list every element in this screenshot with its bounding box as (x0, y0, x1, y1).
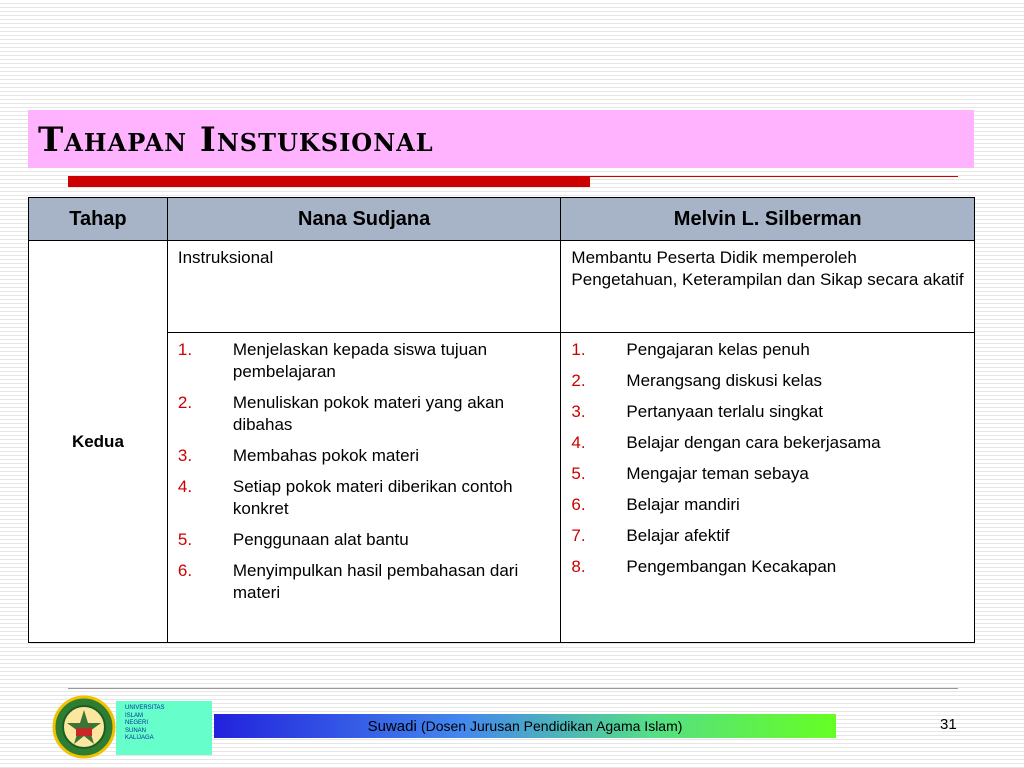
step-number: 4. (571, 433, 586, 452)
university-emblem-icon (52, 695, 116, 759)
step-text: Setiap pokok materi diberikan contoh konkret (232, 477, 513, 518)
list-item (571, 494, 964, 516)
step-number: 3. (177, 446, 193, 465)
table-row (29, 333, 975, 643)
step-text: Menuliskan pokok materi yang akan dibahas (232, 393, 505, 434)
slide-title: Tahapan Instuksional (38, 120, 434, 160)
footer-divider (68, 688, 958, 689)
list-item (178, 445, 551, 467)
title-bar (28, 110, 974, 168)
institution-line: SUNAN (125, 727, 147, 734)
step-number: 8. (571, 557, 586, 576)
step-text: Merangsang diskusi kelas (626, 371, 823, 390)
step-number: 5. (177, 530, 193, 549)
silberman-summary: Membantu Peserta Didik memperoleh Pengetahuan, Keterampilan dan Sikap secara akatif (561, 241, 975, 333)
list-item (178, 339, 551, 383)
step-number: 4. (177, 477, 193, 496)
list-item (178, 529, 551, 551)
footer-author-role: (Dosen Jurusan Pendidikan Agama Islam) (420, 718, 683, 734)
step-text: Membahas pokok materi (232, 446, 419, 465)
silberman-step-list (571, 339, 964, 578)
list-item (571, 463, 964, 485)
institution-line: UNIVERSITAS (125, 705, 165, 711)
footer-author-text (214, 718, 836, 735)
step-text: Pertanyaan terlalu singkat (626, 402, 823, 421)
step-number: 1. (571, 340, 586, 359)
footer-gradient-bar (214, 714, 836, 738)
title-underline-bar (68, 176, 590, 187)
list-item (571, 370, 964, 392)
institution-line: KALIJAGA (125, 735, 154, 741)
table-header-row (29, 198, 975, 241)
list-item (571, 525, 964, 547)
header-tahap: Tahap (29, 198, 168, 241)
step-text: Belajar mandiri (626, 495, 740, 514)
sudjana-step-list (178, 339, 551, 604)
list-item (571, 401, 964, 423)
footer-author-name: Suwadi (367, 718, 417, 735)
page-number: 31 (940, 716, 957, 733)
step-number: 6. (571, 495, 586, 514)
step-text: Pengembangan Kecakapan (626, 557, 837, 576)
step-number: 6. (177, 561, 193, 580)
list-item (178, 476, 551, 520)
list-item (178, 560, 551, 604)
step-number: 1. (177, 340, 193, 359)
step-text: Belajar dengan cara bekerjasama (626, 433, 881, 452)
title-underline-line (590, 176, 958, 177)
comparison-table (28, 197, 975, 643)
step-text: Menyimpulkan hasil pembahasan dari materi (232, 561, 519, 602)
table-row (29, 241, 975, 333)
list-item (178, 392, 551, 436)
step-text: Menjelaskan kepada siswa tujuan pembelajaran (232, 340, 488, 381)
step-number: 7. (571, 526, 586, 545)
institution-label (116, 701, 212, 755)
list-item (571, 339, 964, 361)
silberman-steps-cell (561, 333, 975, 643)
header-melvin-silberman: Melvin L. Silberman (561, 198, 975, 241)
sudjana-summary: Instruksional (167, 241, 561, 333)
list-item (571, 432, 964, 454)
step-number: 2. (571, 371, 586, 390)
step-number: 3. (571, 402, 586, 421)
step-text: Pengajaran kelas penuh (626, 340, 810, 359)
step-text: Mengajar teman sebaya (626, 464, 809, 483)
institution-line: NEGERI (125, 720, 149, 726)
institution-line: ISLAM (125, 712, 144, 719)
step-text: Penggunaan alat bantu (232, 530, 409, 549)
sudjana-steps-cell (167, 333, 561, 643)
step-text: Belajar afektif (626, 526, 730, 545)
list-item (571, 556, 964, 578)
step-number: 2. (177, 393, 193, 412)
step-number: 5. (571, 464, 586, 483)
header-nana-sudjana: Nana Sudjana (167, 198, 561, 241)
stage-cell: Kedua (29, 241, 168, 643)
